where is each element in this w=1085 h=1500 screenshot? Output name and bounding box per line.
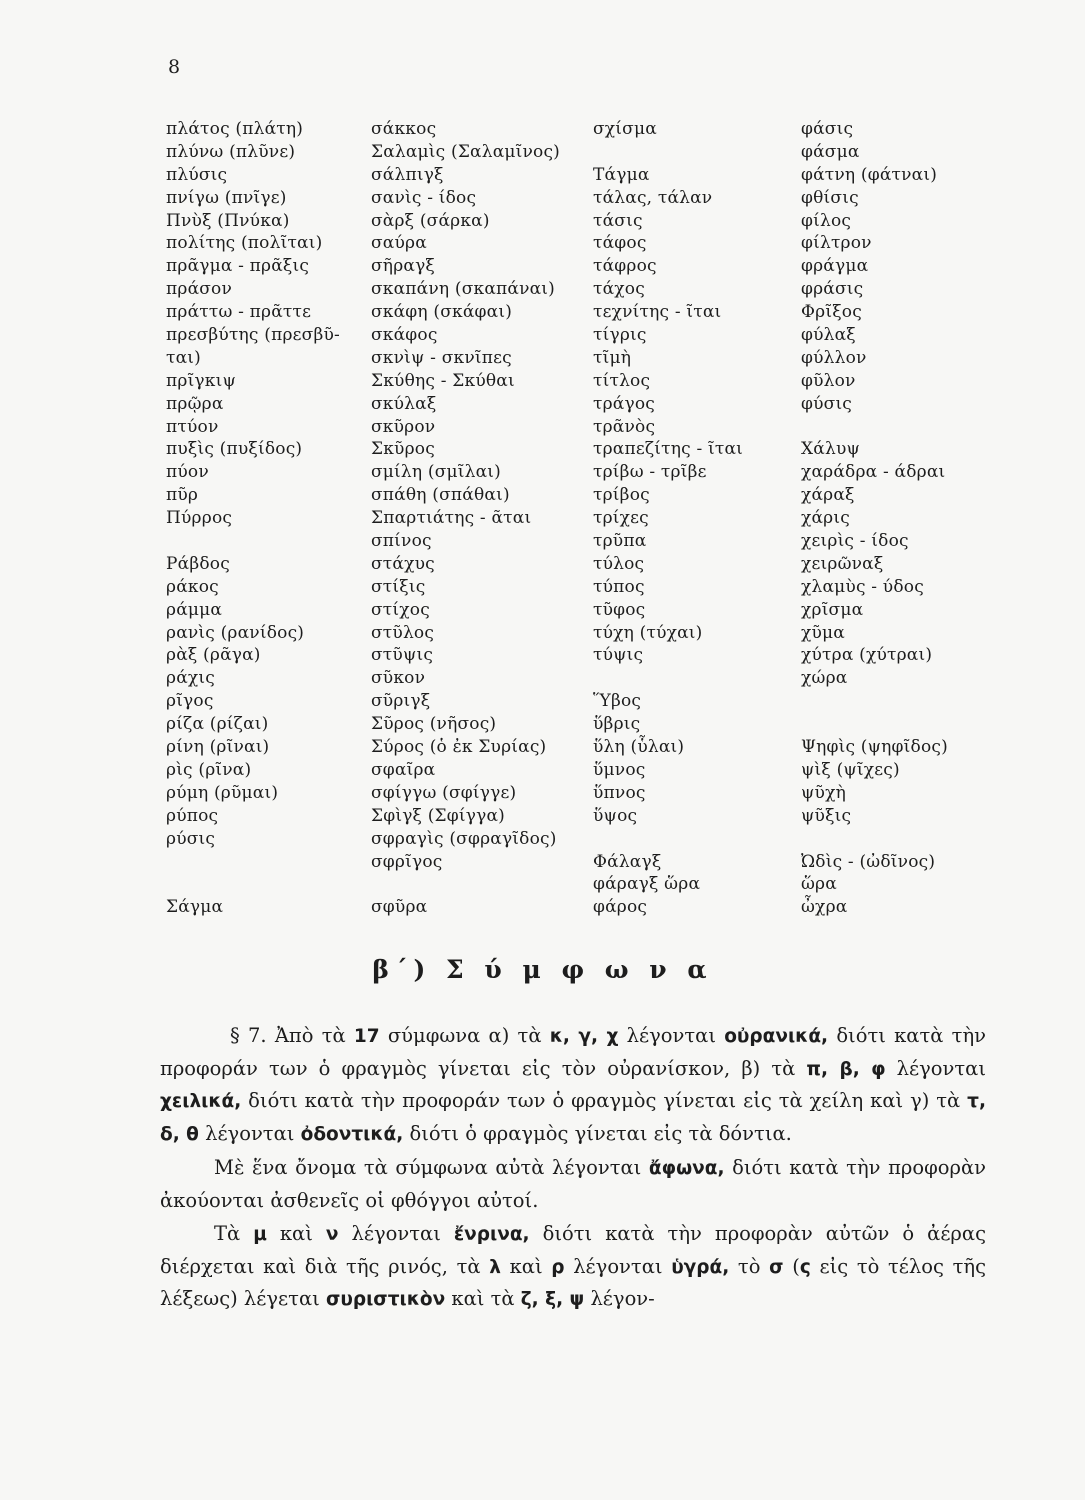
word-entry: ρίζα (ρίζαι) bbox=[166, 714, 269, 735]
text-run: λέγονται bbox=[885, 1056, 986, 1080]
word-entry: ρανὶς (ρανίδος) bbox=[166, 622, 305, 643]
word-entry: φάρος bbox=[593, 897, 648, 918]
word-entry: σῦκον bbox=[371, 668, 426, 689]
word-entry: πλύσις bbox=[166, 164, 228, 185]
word-entry: Σῦρος (νῆσος) bbox=[371, 714, 497, 735]
text-run: τὸ bbox=[729, 1254, 770, 1278]
word-entry: πρῷρα bbox=[166, 393, 224, 414]
word-entry: στίχος bbox=[371, 599, 430, 620]
word-entry: ὥρα bbox=[801, 874, 837, 895]
word-entry: χειρὶς - ίδος bbox=[801, 531, 909, 552]
word-entry: σκάφη (σκάφαι) bbox=[371, 302, 513, 323]
word-entry: φάτνη (φάτναι) bbox=[801, 164, 938, 185]
text-run: εἰς τὸ τέλος τῆς λέξεως) λέγεται bbox=[160, 1254, 986, 1310]
word-entry: φίλτρον bbox=[801, 233, 872, 254]
word-entry: στίξις bbox=[371, 576, 426, 597]
word-entry: πύον bbox=[166, 462, 209, 483]
text-run: λέγονται bbox=[198, 1121, 301, 1145]
body-text bbox=[160, 1020, 986, 1316]
word-entry: Φάλαγξ bbox=[593, 851, 662, 872]
bold-term: ἔνρινα, bbox=[453, 1224, 530, 1245]
word-entry: Ὕβος bbox=[593, 691, 642, 712]
paragraph-7 bbox=[160, 1020, 986, 1150]
word-entry: Ὠδὶς - (ὠδῖνος) bbox=[801, 851, 936, 872]
word-entry: φράγμα bbox=[801, 256, 869, 277]
word-entry: χάρις bbox=[801, 508, 850, 529]
word-entry: σκύλαξ bbox=[371, 393, 437, 414]
word-entry: σκνὶψ - σκνῖπες bbox=[371, 347, 512, 368]
word-entry: πνίγω (πνῖγε) bbox=[166, 187, 287, 208]
word-entry: τρῦπα bbox=[593, 531, 647, 552]
word-entry: τάσις bbox=[593, 210, 643, 231]
text-run: σύμφωνα α) τὰ bbox=[379, 1024, 550, 1047]
word-entry: σπάθη (σπάθαι) bbox=[371, 485, 510, 506]
word-entry: Ψηφὶς (ψηφῖδος) bbox=[801, 737, 948, 758]
word-entry: τρᾶνὸς bbox=[593, 416, 656, 437]
word-entry: χάραξ bbox=[801, 485, 855, 506]
word-entry: ὕμνος bbox=[593, 759, 646, 780]
word-entry: φύσις bbox=[801, 393, 853, 414]
word-entry: πράσον bbox=[166, 279, 233, 300]
word-entry: Τάγμα bbox=[593, 164, 650, 185]
word-entry: χαράδρα - άδραι bbox=[801, 462, 946, 483]
word-entry: ψὶξ (ψῖχες) bbox=[801, 759, 900, 780]
word-entry: ρύπος bbox=[166, 805, 219, 826]
word-column-4 bbox=[801, 118, 1071, 919]
word-entry bbox=[801, 828, 1071, 851]
word-entry: Σκῦρος bbox=[371, 439, 435, 460]
word-entry bbox=[801, 416, 1071, 439]
word-entry: στῦψις bbox=[371, 645, 434, 666]
word-entry: σὰρξ (σάρκα) bbox=[371, 210, 490, 231]
word-entry: τρίβω - τρῖβε bbox=[593, 462, 707, 483]
word-entry: πῦρ bbox=[166, 485, 199, 506]
word-entry: πρῖγκιψ bbox=[166, 370, 237, 391]
word-entry: φάραγξ ὥρα bbox=[593, 874, 701, 895]
word-entry: σαύρα bbox=[371, 233, 427, 254]
word-entry: τίτλος bbox=[593, 370, 651, 391]
word-column-2 bbox=[371, 118, 631, 919]
word-entry: σῆραγξ bbox=[371, 256, 435, 277]
text-run: διότι κατὰ τὴν προφορὰν αὐτῶν ὁ ἀέρας διέρχεται καὶ διὰ τῆς ρινός, τὰ bbox=[160, 1222, 986, 1278]
word-entry: σχίσμα bbox=[593, 119, 657, 139]
word-entry: Ράβδος bbox=[166, 553, 230, 574]
word-entry: στάχυς bbox=[371, 553, 435, 574]
word-entry bbox=[801, 713, 1071, 736]
word-entry: τύχη (τύχαι) bbox=[593, 622, 703, 643]
word-entry: Σάγμα bbox=[166, 897, 224, 918]
word-entry: Χάλυψ bbox=[801, 439, 861, 460]
text-run: λέγονται bbox=[338, 1222, 454, 1245]
text-run: Μὲ ἕνα ὄνομα τὰ σύμφωνα αὐτὰ λέγονται bbox=[214, 1156, 649, 1179]
text-run: λέγονται bbox=[564, 1254, 672, 1278]
text-run: διότι κατὰ τὴν προφορὰν ἀκούονται ἀσθενεῖς οἱ φθόγγοι αὐτοί. bbox=[160, 1156, 987, 1212]
word-entry: σπίνος bbox=[371, 531, 432, 552]
word-entry: σκῦρον bbox=[371, 416, 436, 437]
bold-term: μ bbox=[253, 1224, 267, 1245]
word-entry: χρῖσμα bbox=[801, 599, 864, 620]
word-entry: ψῦχὴ bbox=[801, 782, 846, 803]
word-entry: σάλπιγξ bbox=[371, 164, 444, 185]
word-entry: ψῦξις bbox=[801, 805, 852, 826]
word-entry: Σπαρτιάτης - ᾶται bbox=[371, 508, 532, 529]
word-entry: ρὶς (ρῖνα) bbox=[166, 759, 252, 780]
bold-term: χειλικά, bbox=[160, 1091, 242, 1112]
word-entry: πράττω - πρᾶττε bbox=[166, 302, 312, 323]
bold-term: 17 bbox=[353, 1026, 380, 1047]
word-entry: φύλαξ bbox=[801, 325, 856, 346]
word-entry: χώρα bbox=[801, 668, 848, 689]
word-entry: τάφος bbox=[593, 233, 647, 254]
word-entry: πλάτος (πλάτη) bbox=[166, 119, 304, 139]
word-entry: πλύνω (πλῦνε) bbox=[166, 141, 296, 162]
word-entry: φίλος bbox=[801, 210, 852, 231]
text-run: § 7. Ἀπὸ τὰ bbox=[230, 1024, 354, 1047]
text-run: καὶ τὰ bbox=[445, 1287, 521, 1310]
bold-term: οὐρανικά, bbox=[724, 1026, 829, 1047]
word-entry: χλαμὺς - ύδος bbox=[801, 576, 924, 597]
text-run: καὶ bbox=[500, 1254, 552, 1278]
word-entry: Φρῖξος bbox=[801, 302, 862, 323]
word-entry: πυξὶς (πυξίδος) bbox=[166, 439, 303, 460]
word-entry: ὕπνος bbox=[593, 782, 646, 803]
word-entry: τῖμὴ bbox=[593, 347, 632, 368]
word-entry: φύλλον bbox=[801, 347, 867, 368]
word-entry: φῦλον bbox=[801, 370, 856, 391]
word-entry: Πνὺξ (Πνύκα) bbox=[166, 210, 290, 231]
word-entry: ρὰξ (ρᾶγα) bbox=[166, 645, 261, 666]
word-entry: ται) bbox=[166, 347, 201, 368]
word-entry: ρύμη (ρῦμαι) bbox=[166, 782, 279, 803]
bold-term: συριστικὸν bbox=[325, 1289, 446, 1310]
word-entry: Πύρρος bbox=[166, 508, 233, 529]
bold-term: σ bbox=[769, 1256, 784, 1278]
word-entry bbox=[371, 873, 631, 896]
word-entry: σῦριγξ bbox=[371, 691, 431, 712]
word-entry: Σαλαμὶς (Σαλαμῖνος) bbox=[371, 141, 561, 162]
word-entry: ράμμα bbox=[166, 599, 223, 620]
word-entry: τρίβος bbox=[593, 485, 650, 506]
word-entry: πολίτης (πολῖται) bbox=[166, 233, 323, 254]
bold-term: ς bbox=[799, 1256, 811, 1278]
text-run: λέγον- bbox=[584, 1287, 655, 1310]
word-entry: σκαπάνη (σκαπάναι) bbox=[371, 279, 555, 300]
word-entry: σμίλη (σμῖλαι) bbox=[371, 462, 501, 483]
word-entry: σφαῖρα bbox=[371, 759, 436, 780]
word-entry: ὦχρα bbox=[801, 897, 848, 918]
word-entry: σφρῖγος bbox=[371, 851, 443, 872]
text-run: ( bbox=[783, 1254, 800, 1278]
word-entry: ρῖγος bbox=[166, 691, 214, 712]
word-entry: φάσμα bbox=[801, 141, 860, 162]
word-list bbox=[0, 118, 1085, 938]
word-entry bbox=[801, 690, 1071, 713]
section-heading: β΄) Σ ύ μ φ ω ν α bbox=[372, 955, 713, 984]
bold-term: ὑγρά, bbox=[671, 1256, 730, 1278]
bold-term: ρ bbox=[551, 1256, 565, 1278]
word-entry: ὕλη (ὗλαι) bbox=[593, 737, 685, 758]
bold-term: τ, δ, θ bbox=[160, 1091, 986, 1145]
word-entry: χῦμα bbox=[801, 622, 845, 643]
word-entry: στῦλος bbox=[371, 622, 435, 643]
bold-term: π, β, φ bbox=[806, 1058, 886, 1080]
word-entry: χύτρα (χύτραι) bbox=[801, 645, 933, 666]
word-entry: σφῦρα bbox=[371, 897, 428, 918]
word-entry: ράκος bbox=[166, 576, 219, 597]
word-entry: τύψις bbox=[593, 645, 644, 666]
word-entry: σφίγγω (σφίγγε) bbox=[371, 782, 517, 803]
word-entry: σανὶς - ίδος bbox=[371, 187, 477, 208]
word-entry: τῦφος bbox=[593, 599, 646, 620]
bold-term: ὀδοντικά, bbox=[300, 1123, 404, 1145]
word-entry: φθίσις bbox=[801, 187, 859, 208]
text-run: καὶ bbox=[266, 1222, 326, 1245]
word-entry: πρεσβύτης (πρεσβῦ- bbox=[166, 325, 340, 346]
word-entry: τράγος bbox=[593, 393, 655, 414]
word-entry: τίγρις bbox=[593, 325, 647, 346]
bold-term: κ, γ, χ bbox=[549, 1026, 619, 1047]
word-entry: πρᾶγμα - πρᾶξις bbox=[166, 256, 310, 277]
text-run: διότι κατὰ τὴν προφοράν των ὁ φραγμὸς γίνεται εἰς τὸν οὐρανίσκον, β) τὰ bbox=[160, 1024, 986, 1080]
text-run: διότι ὁ φραγμὸς γίνεται εἰς τὰ δόντια. bbox=[403, 1121, 792, 1145]
word-entry: τραπεζίτης - ῖται bbox=[593, 439, 744, 460]
word-entry: τεχνίτης - ῖται bbox=[593, 302, 722, 323]
paragraph-enrina bbox=[160, 1218, 986, 1316]
bold-term: ζ, ξ, ψ bbox=[520, 1289, 585, 1310]
word-entry: σάκκος bbox=[371, 119, 437, 139]
word-entry: τύλος bbox=[593, 553, 645, 574]
word-entry: ὕψος bbox=[593, 805, 638, 826]
word-entry: ρίνη (ρῖναι) bbox=[166, 737, 270, 758]
bold-term: ἄφωνα, bbox=[648, 1158, 725, 1179]
word-entry: Σκύθης - Σκύθαι bbox=[371, 370, 515, 391]
word-entry: σφραγὶς (σφραγῖδος) bbox=[371, 828, 557, 849]
bold-term: ν bbox=[325, 1224, 339, 1245]
word-entry: Σφὶγξ (Σφίγγα) bbox=[371, 805, 505, 826]
word-entry: ράχις bbox=[166, 668, 215, 689]
word-entry: φράσις bbox=[801, 279, 864, 300]
word-entry: τάχος bbox=[593, 279, 645, 300]
text-run: Τὰ bbox=[214, 1222, 254, 1245]
word-entry: τρίχες bbox=[593, 508, 649, 529]
word-entry: σκάφος bbox=[371, 325, 438, 346]
word-entry: τάλας, τάλαν bbox=[593, 187, 713, 208]
word-entry: πτύον bbox=[166, 416, 219, 437]
text-run: λέγονται bbox=[618, 1024, 725, 1047]
word-entry: χειρῶναξ bbox=[801, 553, 884, 574]
word-entry: τύπος bbox=[593, 576, 645, 597]
word-entry: Σύρος (ὁ ἐκ Συρίας) bbox=[371, 737, 547, 758]
bold-term: λ bbox=[489, 1256, 501, 1278]
word-entry: τάφρος bbox=[593, 256, 657, 277]
paragraph-aphona bbox=[160, 1152, 986, 1216]
word-entry: ὕβρις bbox=[593, 714, 641, 735]
text-run: διότι κατὰ τὴν προφοράν των ὁ φραγμὸς γίνεται εἰς τὰ χείλη καὶ γ) τὰ bbox=[241, 1089, 968, 1112]
page-number: 8 bbox=[168, 56, 181, 78]
word-entry: ρύσις bbox=[166, 828, 216, 849]
word-entry: φάσις bbox=[801, 119, 854, 139]
